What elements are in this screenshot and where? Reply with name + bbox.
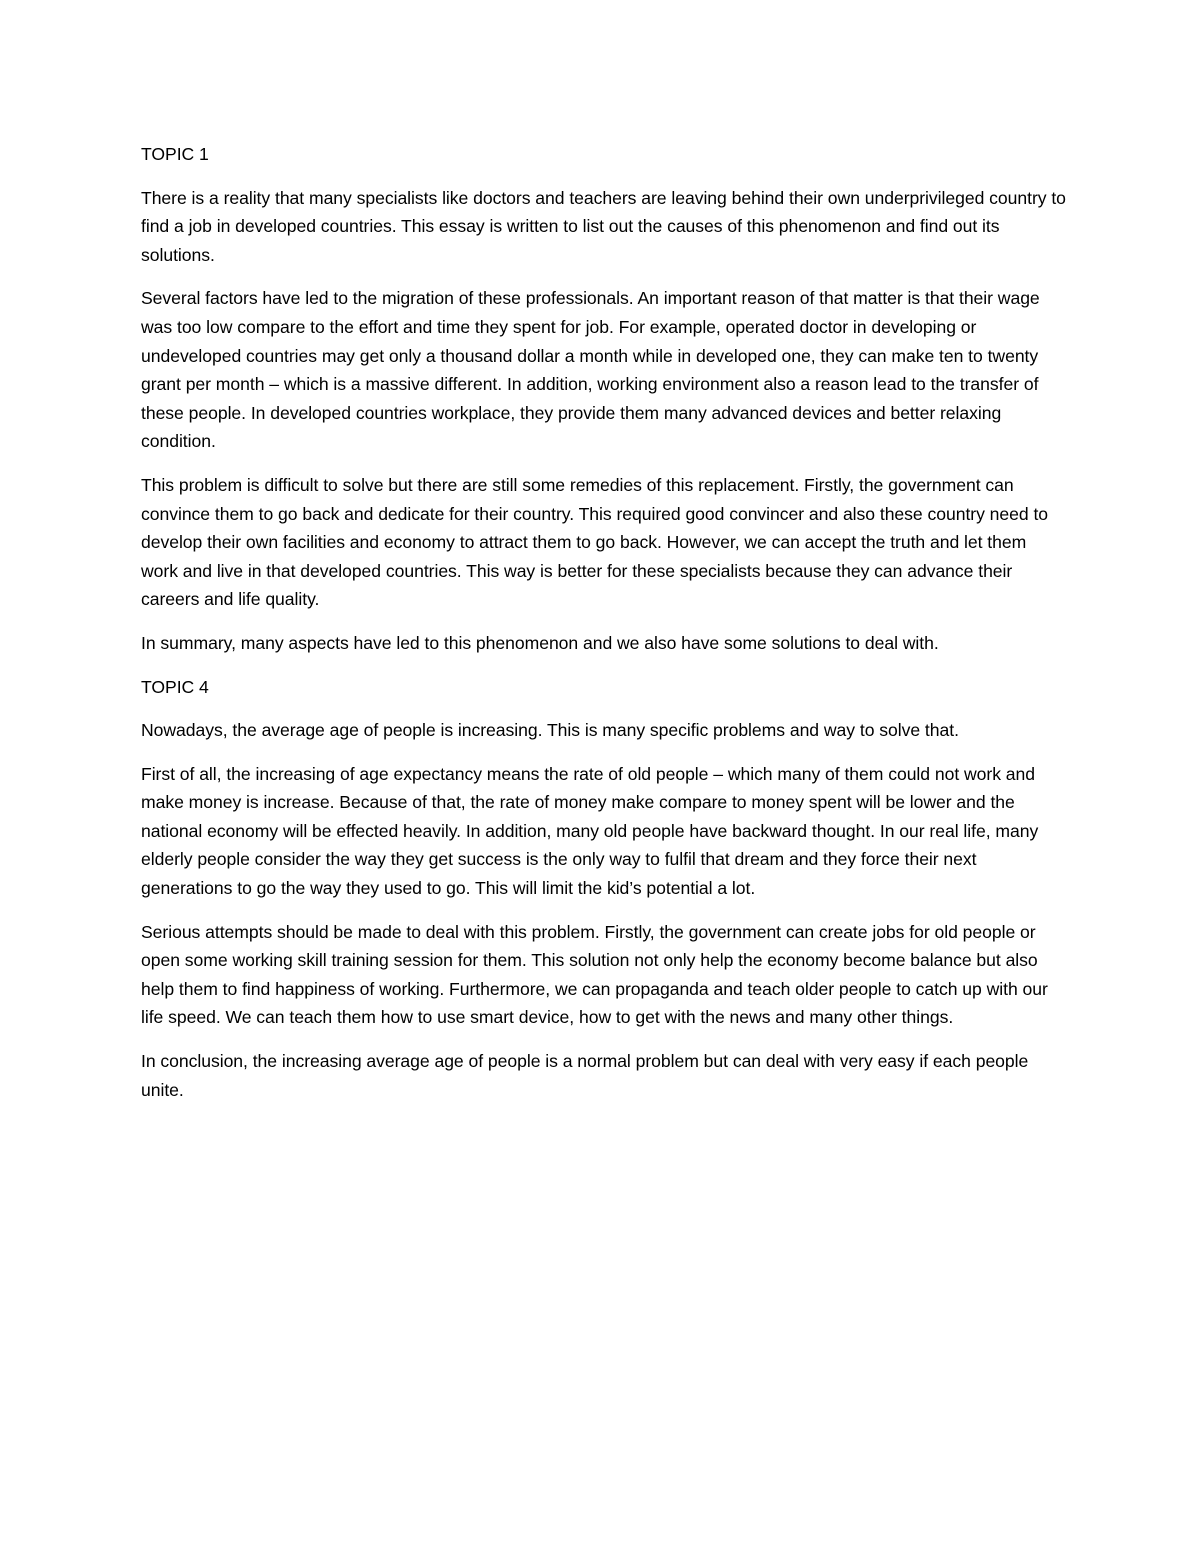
paragraph: Nowadays, the average age of people is increasing. This is many specific problems and way to solve that. [141,720,959,741]
paragraph: There is a reality that many specialists like doctors and teachers are leaving behind their own underprivileged country to find a job in developed countries. This essay is written to list out the causes of this phenomenon and find out its solutions. [141,187,1066,265]
section-heading: TOPIC 1 [141,144,209,164]
paragraph: In summary, many aspects have led to this phenomenon and we also have some solutions to deal with. [141,632,939,653]
document-body [141,140,1066,1119]
paragraph: First of all, the increasing of age expectancy means the rate of old people – which many of them could not work and make money is increase. Because of that, the rate of money make compare to money spent will be lower and the national economy will be effected heavily. In addition, many old people have backward thought. In our real life, many elderly people consider the way they get success is the only way to fulfil that dream and they force their next generations to go the way they used to go. This will limit the kid’s potential a lot. [141,763,1039,899]
section-heading: TOPIC 4 [141,676,209,697]
section-topic-4 [141,673,1066,1105]
section-topic-1 [141,140,1066,658]
paragraph: This problem is difficult to solve but there are still some remedies of this replacement. Firstly, the government can convince them to go back and dedicate for their country. This required good convincer and also these country need to develop their own facilities and economy to attract them to go back. However, we can accept the truth and let them work and live in that developed countries. This way is better for these specialists because they can advance their careers and life quality. [141,474,1049,610]
paragraph: Several factors have led to the migration of these professionals. An important reason of that matter is that their wage was too low compare to the effort and time they spent for job. For example, operated doctor in developing or undeveloped countries may get only a thousand dollar a month while in developed one, they can make ten to twenty grant per month – which is a massive different. In addition, working environment also a reason lead to the transfer of these people. In developed countries workplace, they provide them many advanced devices and better relaxing condition. [141,288,1040,452]
paragraph: Serious attempts should be made to deal with this problem. Firstly, the government can create jobs for old people or open some working skill training session for them. This solution not only help the economy become balance but also help them to find happiness of working. Furthermore, we can propaganda and teach older people to catch up with our life speed. We can teach them how to use smart device, how to get with the news and many other things. [141,921,1048,1028]
paragraph: In conclusion, the increasing average age of people is a normal problem but can deal with very easy if each people unite. [141,1051,1029,1100]
